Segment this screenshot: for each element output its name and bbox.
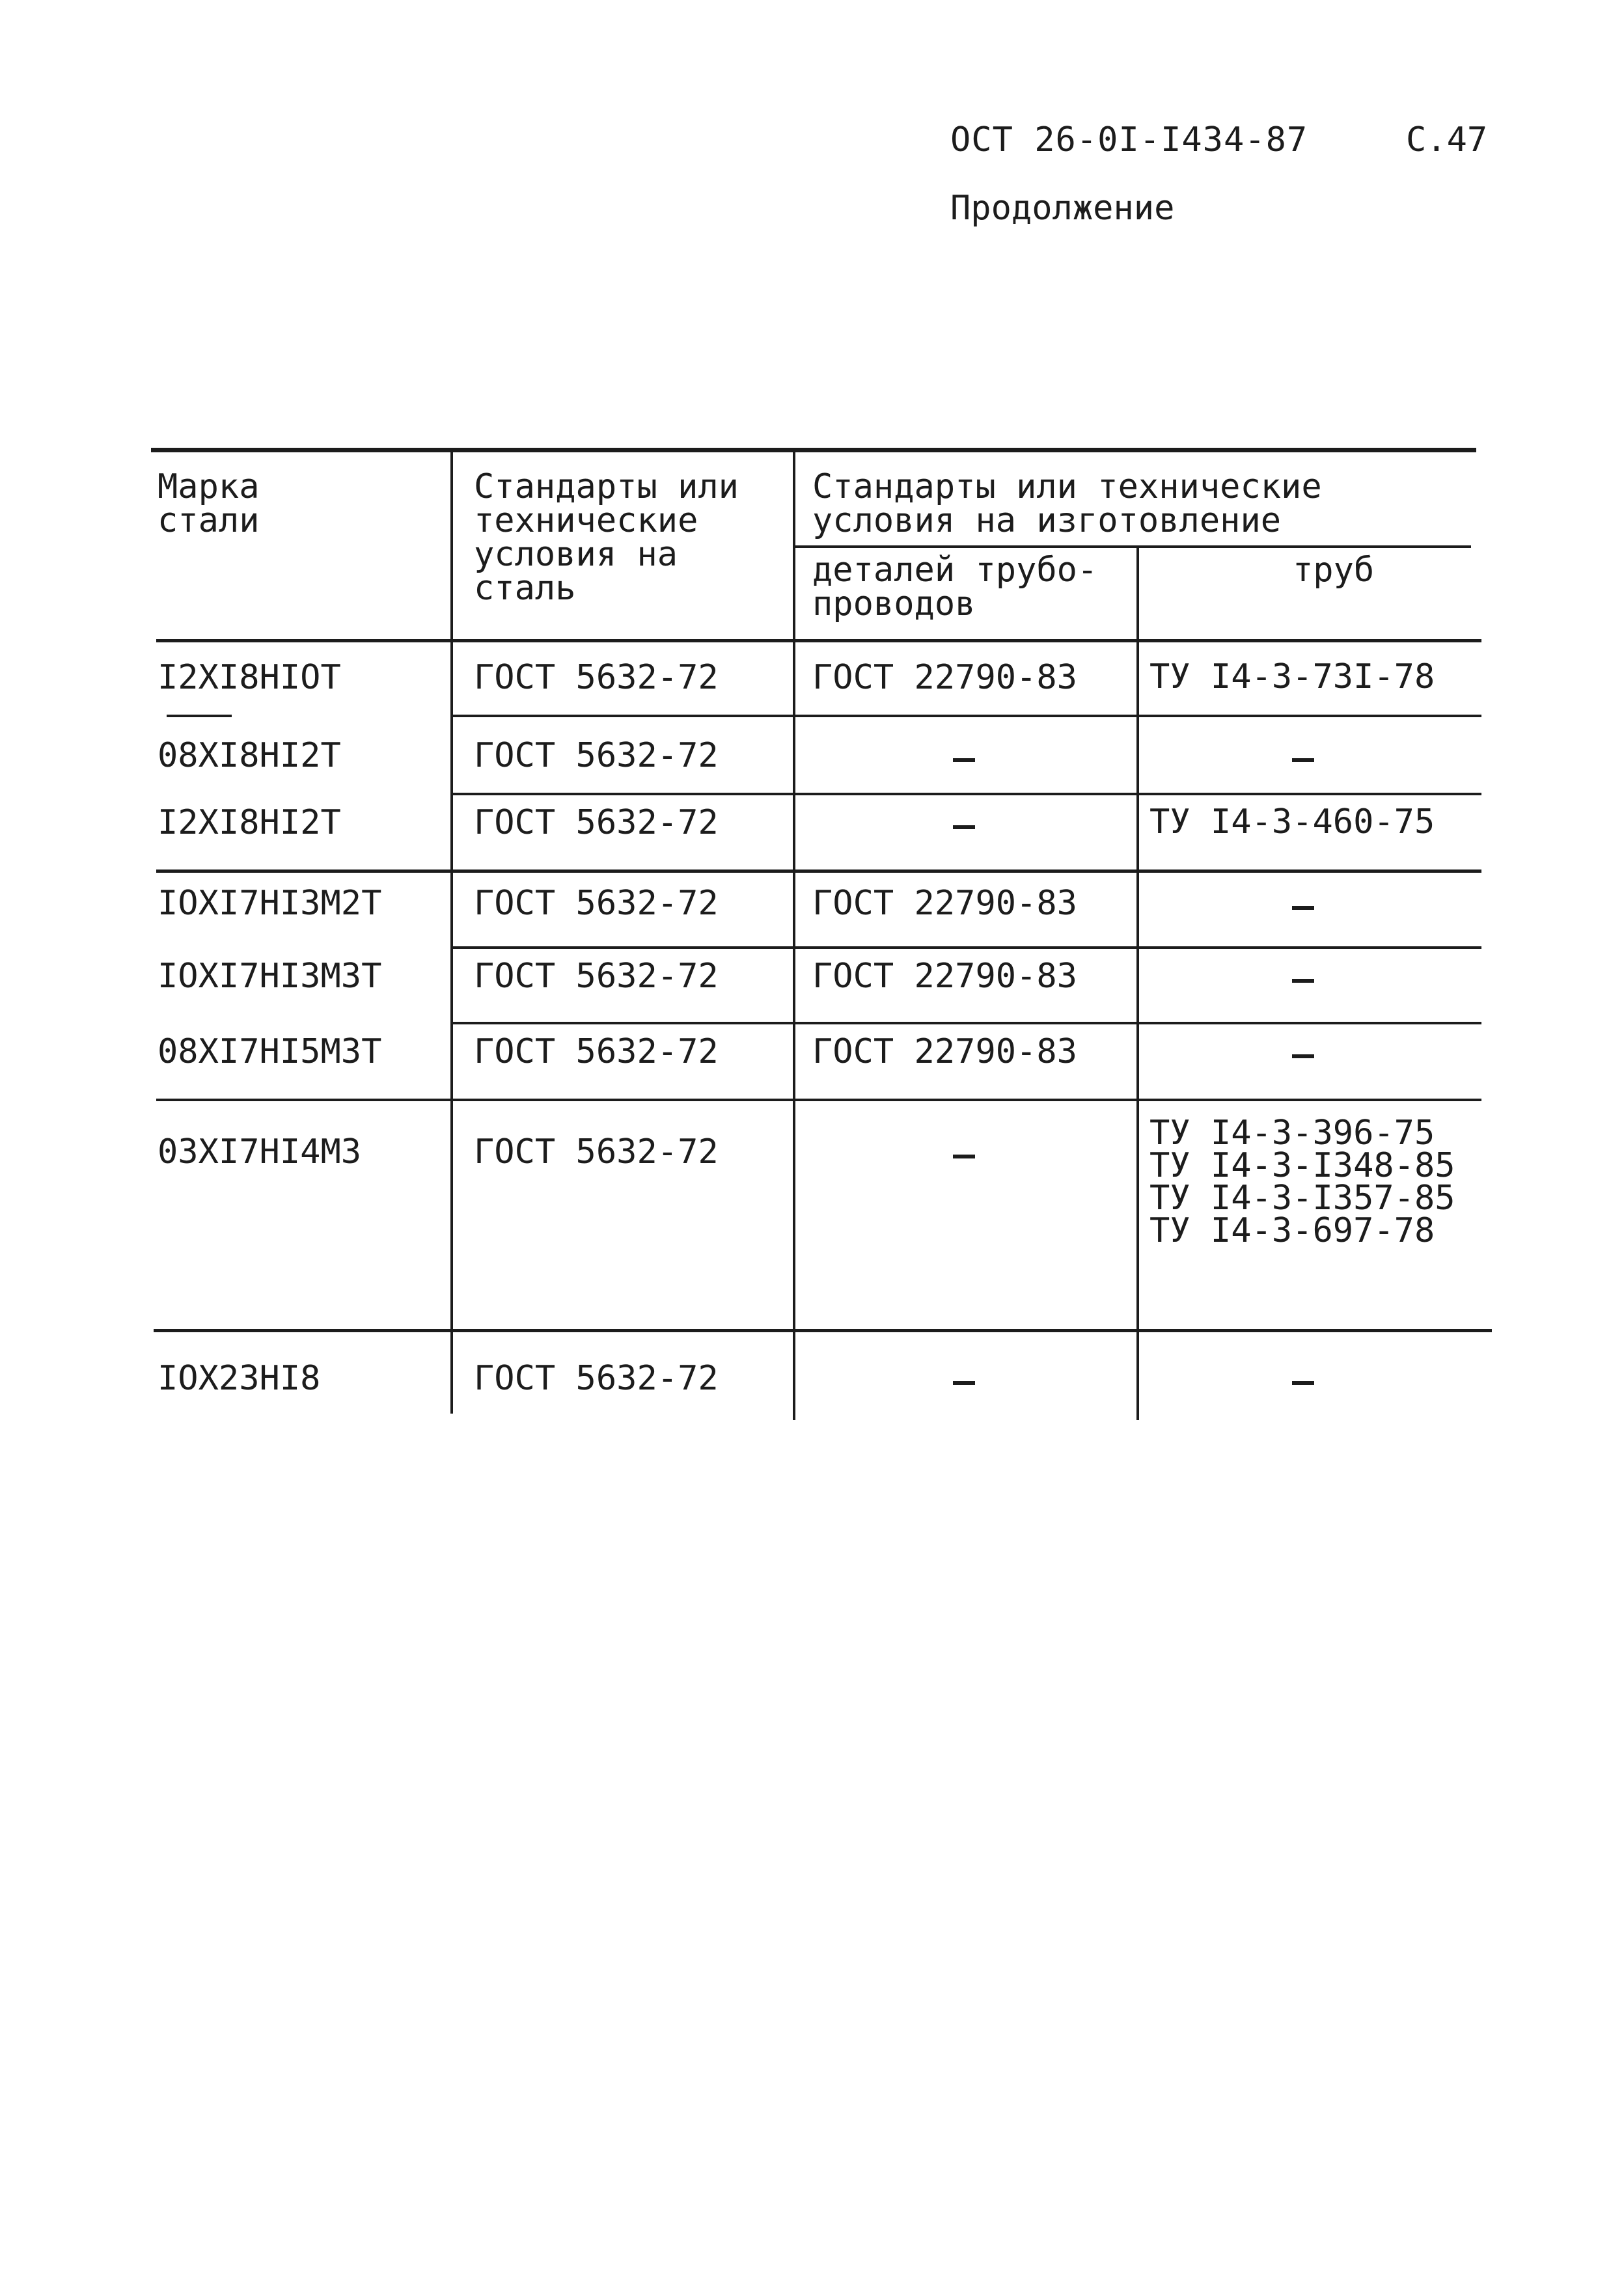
header-grade: Марка стали — [158, 467, 260, 540]
row-rule-5 — [450, 1022, 1481, 1024]
cell-parts-standard: ГОСТ 22790-83 — [812, 884, 1077, 923]
cell-steel-standard: ГОСТ 5632-72 — [474, 884, 719, 923]
col-divider-2 — [793, 450, 795, 1420]
cell-pipes-dash — [1292, 906, 1314, 910]
cell-parts-standard: ГОСТ 22790-83 — [812, 658, 1077, 697]
header-steel-standard: Стандарты или технические условия на сталь — [474, 467, 739, 608]
pipe-standard-line: ТУ I4-3-73I-78 — [1149, 657, 1435, 696]
pipe-standard-line: ТУ I4-3-I348-85 — [1149, 1146, 1455, 1185]
cell-steel-standard: ГОСТ 5632-72 — [474, 1359, 719, 1398]
cell-steel-grade: 03XI7HI4M3 — [158, 1132, 362, 1171]
row-rule-7 — [154, 1329, 1492, 1332]
cell-parts-dash — [953, 1155, 975, 1158]
row-rule-2 — [450, 793, 1481, 795]
cell-pipes-dash — [1292, 1381, 1314, 1385]
cell-steel-grade: I2XI8HI2T — [158, 803, 341, 842]
cell-parts-dash — [953, 758, 975, 762]
cell-steel-grade: IOXI7HI3M3T — [158, 957, 382, 996]
pipe-standard-line: ТУ I4-3-697-78 — [1149, 1211, 1435, 1250]
row-rule-1 — [450, 715, 1481, 717]
pipe-standard-line: ТУ I4-3-460-75 — [1149, 802, 1435, 842]
cell-steel-standard: ГОСТ 5632-72 — [474, 658, 719, 697]
cell-steel-grade: IOX23HI8 — [158, 1359, 321, 1398]
pipe-standard-line: ТУ I4-3-I357-85 — [1149, 1179, 1455, 1218]
page-number: С.47 — [1406, 120, 1488, 159]
col-divider-3 — [1136, 547, 1139, 1420]
cell-pipes-standards — [1149, 657, 1435, 696]
cell-pipes-dash — [1292, 1054, 1314, 1058]
pipe-standard-line: ТУ I4-3-396-75 — [1149, 1114, 1435, 1153]
row-rule-6-left — [156, 1099, 450, 1101]
cell-steel-grade: 08XI8HI2T — [158, 736, 341, 775]
header-manufacturing-standard: Стандарты или технические условия на изготовление — [812, 467, 1322, 540]
cell-steel-grade: I2XI8HIOT — [158, 658, 341, 697]
cell-steel-grade: 08XI7HI5M3T — [158, 1032, 382, 1071]
cell-pipes-standards — [1149, 802, 1435, 842]
cell-parts-standard: ГОСТ 22790-83 — [812, 1032, 1077, 1071]
table-top-rule — [151, 448, 1476, 452]
row-rule-1-stub — [167, 715, 232, 717]
cell-steel-grade: IOXI7HI3M2T — [158, 884, 382, 923]
row-rule-3 — [156, 870, 1481, 873]
header-bottom-rule — [156, 639, 1481, 642]
subheader-rule — [794, 545, 1471, 548]
cell-pipes-dash — [1292, 979, 1314, 983]
cell-steel-standard: ГОСТ 5632-72 — [474, 957, 719, 996]
cell-pipes-standards — [1149, 1114, 1455, 1250]
cell-parts-standard: ГОСТ 22790-83 — [812, 957, 1077, 996]
continuation-label: Продолжение — [950, 189, 1175, 228]
header-pipes: труб — [1293, 551, 1375, 590]
header-pipeline-parts: деталей трубо- проводов — [812, 551, 1098, 623]
col-divider-1 — [450, 450, 453, 1414]
cell-steel-standard: ГОСТ 5632-72 — [474, 736, 719, 775]
cell-steel-standard: ГОСТ 5632-72 — [474, 1132, 719, 1171]
cell-pipes-dash — [1292, 758, 1314, 762]
cell-steel-standard: ГОСТ 5632-72 — [474, 803, 719, 842]
cell-steel-standard: ГОСТ 5632-72 — [474, 1032, 719, 1071]
row-rule-4 — [450, 946, 1481, 949]
cell-parts-dash — [953, 825, 975, 829]
document-code: ОСТ 26-0I-I434-87 — [950, 120, 1308, 159]
cell-parts-dash — [953, 1381, 975, 1385]
